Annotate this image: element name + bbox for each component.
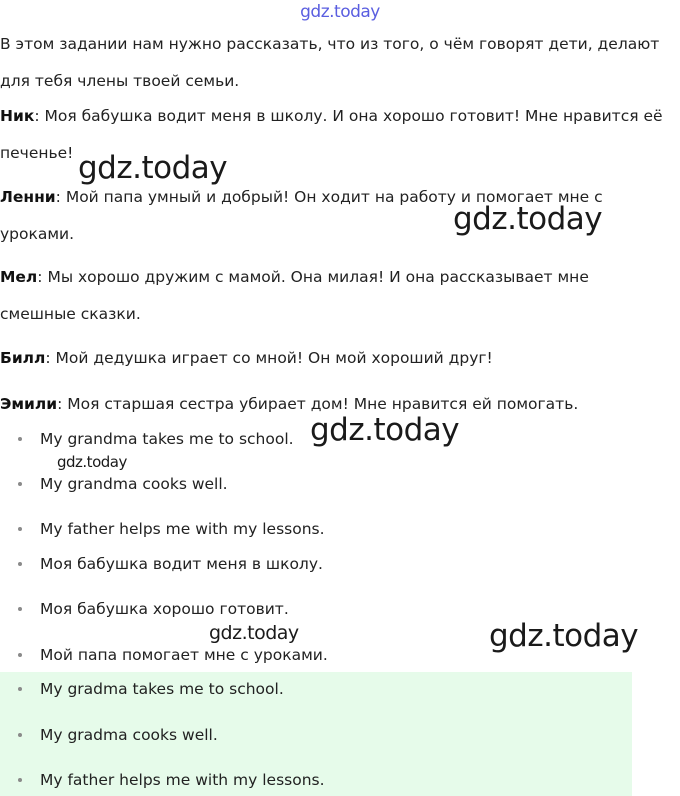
watermark: gdz.today xyxy=(209,622,299,644)
list-item: Моя бабушка хорошо готовит. xyxy=(40,600,289,618)
watermark: gdz.today xyxy=(310,412,460,448)
speaker-name: Ник xyxy=(0,107,35,125)
speaker-text: : Мы хорошо дружим с мамой. Она милая! И она рассказывает мне смешные сказки. xyxy=(0,268,589,323)
bullet-icon xyxy=(18,562,22,566)
bullet-icon xyxy=(18,778,22,782)
list-item: My grandma cooks well. xyxy=(40,475,228,493)
watermark: gdz.today xyxy=(57,453,127,471)
bullet-icon xyxy=(18,482,22,486)
list-item: Мой папа помогает мне с уроками. xyxy=(40,646,328,664)
speaker-bill xyxy=(0,340,676,377)
bullet-icon xyxy=(18,607,22,611)
speaker-name: Билл xyxy=(0,349,46,367)
highlighted-item: My gradma cooks well. xyxy=(40,726,218,744)
bullet-icon xyxy=(18,527,22,531)
speaker-text: : Моя бабушка водит меня в школу. И она хорошо готовит! Мне нравится её печенье! xyxy=(0,107,663,162)
list-item: Моя бабушка водит меня в школу. xyxy=(40,555,323,573)
highlighted-item: My gradma takes me to school. xyxy=(40,680,284,698)
highlighted-item: My father helps me with my lessons. xyxy=(40,771,325,789)
speaker-name: Эмили xyxy=(0,395,58,413)
speaker-text: : Мой папа умный и добрый! Он ходит на работу и помогает мне с уроками. xyxy=(0,188,603,243)
watermark: gdz.today xyxy=(453,201,603,237)
list-item: My father helps me with my lessons. xyxy=(40,520,325,538)
list-item: My grandma takes me to school. xyxy=(40,430,294,448)
speaker-name: Мел xyxy=(0,268,38,286)
bullet-icon xyxy=(18,687,22,691)
speaker-name: Ленни xyxy=(0,188,56,206)
bullet-icon xyxy=(18,653,22,657)
bullet-icon xyxy=(18,437,22,441)
intro-text: В этом задании нам нужно рассказать, что из того, о чём говорят дети, делают для тебя члены твоей семьи. xyxy=(0,35,660,90)
bullet-icon xyxy=(18,733,22,737)
speaker-text: : Моя старшая сестра убирает дом! Мне нравится ей помогать. xyxy=(57,395,579,413)
watermark: gdz.today xyxy=(78,150,228,186)
top-watermark: gdz.today xyxy=(300,2,380,22)
speaker-mel xyxy=(0,259,620,333)
speaker-text: : Мой дедушка играет со мной! Он мой хороший друг! xyxy=(45,349,493,367)
watermark: gdz.today xyxy=(489,618,639,654)
